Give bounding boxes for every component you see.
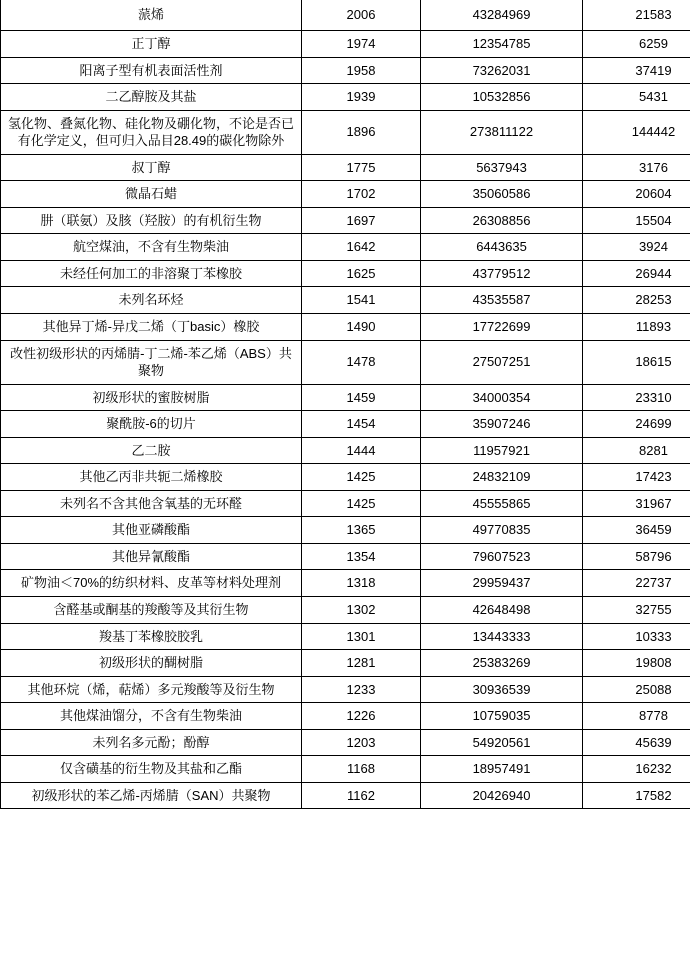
table-row — [1, 287, 690, 314]
cell-count: 1454 — [302, 411, 421, 438]
table-row — [1, 207, 690, 234]
cell-product-name: 氢化物、叠氮化物、硅化物及硼化物，不论是否已有化学定义，但可归入品目28.49的碳化物除外 — [1, 110, 302, 154]
table-row — [1, 110, 690, 154]
cell-amount: 45555865 — [421, 490, 583, 517]
cell-amount: 6443635 — [421, 234, 583, 261]
cell-amount: 79607523 — [421, 543, 583, 570]
cell-count: 1425 — [302, 490, 421, 517]
cell-count: 1775 — [302, 154, 421, 181]
cell-weight: 22737 — [583, 570, 690, 597]
cell-amount: 43284969 — [421, 0, 583, 31]
table-row — [1, 31, 690, 58]
table-row — [1, 570, 690, 597]
cell-weight: 10333 — [583, 623, 690, 650]
cell-product-name: 其他煤油馏分，不含有生物柴油 — [1, 703, 302, 730]
cell-amount: 73262031 — [421, 57, 583, 84]
cell-count: 1444 — [302, 437, 421, 464]
cell-product-name: 其他乙丙非共轭二烯橡胶 — [1, 464, 302, 491]
cell-weight: 15504 — [583, 207, 690, 234]
cell-count: 1425 — [302, 464, 421, 491]
cell-weight: 24699 — [583, 411, 690, 438]
cell-count: 1203 — [302, 729, 421, 756]
cell-amount: 35060586 — [421, 181, 583, 208]
cell-weight: 31967 — [583, 490, 690, 517]
cell-amount: 30936539 — [421, 676, 583, 703]
cell-amount: 10759035 — [421, 703, 583, 730]
cell-count: 1939 — [302, 84, 421, 111]
cell-weight: 8281 — [583, 437, 690, 464]
cell-weight: 3924 — [583, 234, 690, 261]
cell-product-name: 未列名多元酚；酚醇 — [1, 729, 302, 756]
cell-amount: 273811122 — [421, 110, 583, 154]
cell-product-name: 阳离子型有机表面活性剂 — [1, 57, 302, 84]
cell-product-name: 其他异氰酸酯 — [1, 543, 302, 570]
cell-weight: 6259 — [583, 31, 690, 58]
cell-count: 1625 — [302, 260, 421, 287]
cell-weight: 23310 — [583, 384, 690, 411]
table-row — [1, 314, 690, 341]
cell-weight: 17582 — [583, 782, 690, 809]
cell-product-name: 未经任何加工的非溶聚丁苯橡胶 — [1, 260, 302, 287]
cell-product-name: 微晶石蜡 — [1, 181, 302, 208]
cell-amount: 29959437 — [421, 570, 583, 597]
cell-product-name: 肼（联氨）及胲（羟胺）的有机衍生物 — [1, 207, 302, 234]
table-row — [1, 260, 690, 287]
cell-count: 1233 — [302, 676, 421, 703]
table-row — [1, 782, 690, 809]
table-row — [1, 729, 690, 756]
cell-amount: 27507251 — [421, 340, 583, 384]
cell-weight: 58796 — [583, 543, 690, 570]
table-row — [1, 154, 690, 181]
cell-product-name: 初级形状的苯乙烯-丙烯腈（SAN）共聚物 — [1, 782, 302, 809]
cell-product-name: 初级形状的蜜胺树脂 — [1, 384, 302, 411]
cell-count: 1642 — [302, 234, 421, 261]
cell-count: 1168 — [302, 756, 421, 783]
table-row — [1, 703, 690, 730]
table-row — [1, 490, 690, 517]
table-row — [1, 234, 690, 261]
cell-product-name: 未列名不含其他含氧基的无环醛 — [1, 490, 302, 517]
cell-amount: 12354785 — [421, 31, 583, 58]
cell-amount: 35907246 — [421, 411, 583, 438]
table-row — [1, 650, 690, 677]
cell-count: 1896 — [302, 110, 421, 154]
cell-amount: 43779512 — [421, 260, 583, 287]
cell-count: 1365 — [302, 517, 421, 544]
cell-product-name: 聚酰胺-6的切片 — [1, 411, 302, 438]
cell-count: 1301 — [302, 623, 421, 650]
cell-amount: 25383269 — [421, 650, 583, 677]
cell-count: 1318 — [302, 570, 421, 597]
cell-amount: 5637943 — [421, 154, 583, 181]
cell-product-name: 含醛基或酮基的羧酸等及其衍生物 — [1, 597, 302, 624]
cell-weight: 11893 — [583, 314, 690, 341]
cell-product-name: 蒎烯 — [1, 0, 302, 31]
cell-amount: 54920561 — [421, 729, 583, 756]
cell-count: 1226 — [302, 703, 421, 730]
table-row — [1, 517, 690, 544]
table-row — [1, 57, 690, 84]
cell-count: 1974 — [302, 31, 421, 58]
cell-count: 2006 — [302, 0, 421, 31]
cell-amount: 24832109 — [421, 464, 583, 491]
table-row — [1, 676, 690, 703]
table-row — [1, 597, 690, 624]
cell-weight: 144442 — [583, 110, 690, 154]
cell-count: 1697 — [302, 207, 421, 234]
cell-product-name: 正丁醇 — [1, 31, 302, 58]
cell-weight: 25088 — [583, 676, 690, 703]
cell-amount: 49770835 — [421, 517, 583, 544]
cell-weight: 45639 — [583, 729, 690, 756]
cell-amount: 11957921 — [421, 437, 583, 464]
cell-amount: 13443333 — [421, 623, 583, 650]
cell-count: 1459 — [302, 384, 421, 411]
cell-count: 1354 — [302, 543, 421, 570]
cell-weight: 3176 — [583, 154, 690, 181]
cell-product-name: 其他环烷（烯，萜烯）多元羧酸等及衍生物 — [1, 676, 302, 703]
table-row — [1, 384, 690, 411]
table-row — [1, 543, 690, 570]
table-row — [1, 756, 690, 783]
cell-product-name: 改性初级形状的丙烯腈-丁二烯-苯乙烯（ABS）共聚物 — [1, 340, 302, 384]
cell-count: 1302 — [302, 597, 421, 624]
cell-weight: 36459 — [583, 517, 690, 544]
cell-count: 1281 — [302, 650, 421, 677]
cell-amount: 34000354 — [421, 384, 583, 411]
cell-amount: 43535587 — [421, 287, 583, 314]
cell-weight: 19808 — [583, 650, 690, 677]
cell-weight: 21583 — [583, 0, 690, 31]
cell-product-name: 其他异丁烯-异戊二烯（丁basic）橡胶 — [1, 314, 302, 341]
cell-product-name: 叔丁醇 — [1, 154, 302, 181]
cell-amount: 10532856 — [421, 84, 583, 111]
table-row — [1, 464, 690, 491]
cell-amount: 18957491 — [421, 756, 583, 783]
cell-amount: 20426940 — [421, 782, 583, 809]
cell-product-name: 二乙醇胺及其盐 — [1, 84, 302, 111]
table-row — [1, 437, 690, 464]
cell-count: 1958 — [302, 57, 421, 84]
cell-weight: 17423 — [583, 464, 690, 491]
cell-weight: 32755 — [583, 597, 690, 624]
cell-weight: 8778 — [583, 703, 690, 730]
table-row — [1, 181, 690, 208]
cell-product-name: 未列名环烃 — [1, 287, 302, 314]
table-row — [1, 411, 690, 438]
cell-weight: 26944 — [583, 260, 690, 287]
cell-product-name: 初级形状的醐树脂 — [1, 650, 302, 677]
cell-amount: 26308856 — [421, 207, 583, 234]
cell-amount: 42648498 — [421, 597, 583, 624]
cell-count: 1478 — [302, 340, 421, 384]
table-row — [1, 84, 690, 111]
cell-weight: 28253 — [583, 287, 690, 314]
cell-product-name: 其他亚磷酸酯 — [1, 517, 302, 544]
cell-count: 1162 — [302, 782, 421, 809]
cell-amount: 17722699 — [421, 314, 583, 341]
cell-product-name: 仅含磺基的衍生物及其盐和乙酯 — [1, 756, 302, 783]
table-row — [1, 623, 690, 650]
table-row — [1, 0, 690, 31]
cell-count: 1702 — [302, 181, 421, 208]
table-row — [1, 340, 690, 384]
cell-product-name: 羧基丁苯橡胶胶乳 — [1, 623, 302, 650]
cell-weight: 5431 — [583, 84, 690, 111]
cell-product-name: 矿物油＜70%的纺织材料、皮革等材料处理剂 — [1, 570, 302, 597]
cell-count: 1490 — [302, 314, 421, 341]
cell-weight: 18615 — [583, 340, 690, 384]
cell-count: 1541 — [302, 287, 421, 314]
cell-weight: 37419 — [583, 57, 690, 84]
cell-product-name: 航空煤油，不含有生物柴油 — [1, 234, 302, 261]
cell-weight: 16232 — [583, 756, 690, 783]
cell-weight: 20604 — [583, 181, 690, 208]
table-body — [1, 0, 690, 809]
cell-product-name: 乙二胺 — [1, 437, 302, 464]
